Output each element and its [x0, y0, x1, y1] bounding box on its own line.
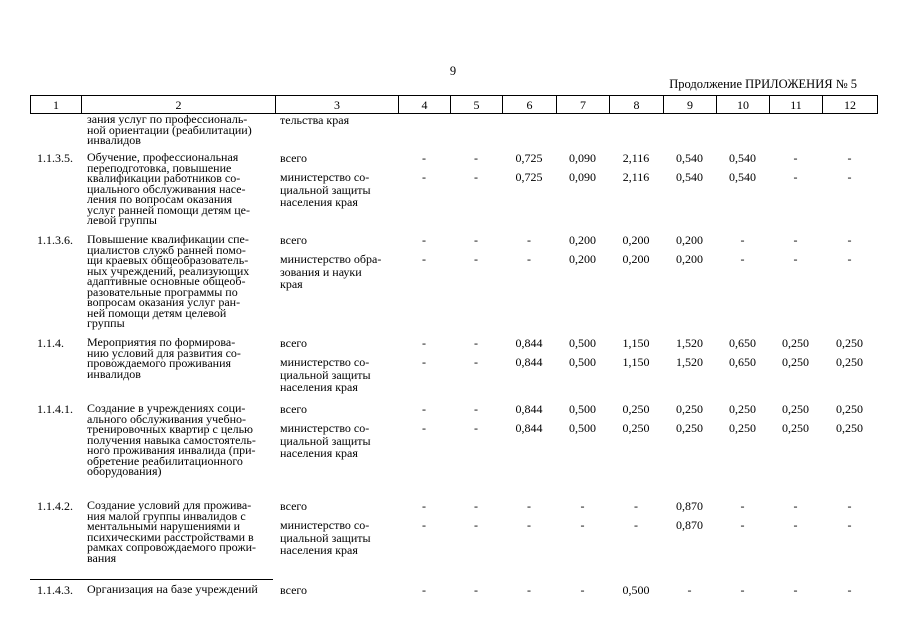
continuation-label: Продолжение ПРИЛОЖЕНИЯ № 5	[669, 77, 857, 91]
row-source: всего	[280, 336, 308, 350]
row-name: Повышение квалификации спе- циалистов служб ранней помо- щи краевых общеобразователь- ных учреждений, реализующих адаптивные основные общеоб- разовательные программы по вопросам оказания услуг ран- ней помощи детям целевой группы	[87, 232, 250, 330]
table-body	[30, 114, 877, 636]
cell-value: 0,250	[622, 421, 650, 435]
cell-value: -	[422, 336, 426, 350]
cell-value: 0,250	[782, 336, 809, 350]
page-number: 9	[449, 64, 457, 78]
col-header-4: 4	[399, 96, 451, 114]
row-source: министерство со- циальной защиты населения края	[280, 355, 371, 394]
cell-value: -	[422, 421, 426, 435]
cell-value: 0,200	[676, 233, 703, 247]
cell-value: -	[580, 499, 585, 513]
cell-value: 0,540	[676, 151, 703, 165]
row-source: министерство обра- зования и науки края	[280, 252, 382, 291]
cell-value: 0,250	[729, 421, 756, 435]
col-header-9: 9	[664, 96, 717, 114]
row-name: Создание условий для прожива- ния малой группы инвалидов с ментальными нарушениями и психическими расстройствами в рамках сопровождаемого прожи- вания	[87, 498, 257, 565]
cell-value: -	[422, 170, 426, 184]
cell-value: -	[847, 151, 852, 165]
cell-value: 0,250	[676, 421, 703, 435]
col-header-7: 7	[557, 96, 610, 114]
cell-value: -	[527, 233, 531, 247]
cell-value: 0,540	[676, 170, 703, 184]
cell-value: -	[740, 233, 745, 247]
cell-value: -	[634, 518, 638, 532]
cell-value: -	[740, 499, 745, 513]
row-name: Мероприятия по формирова- нию условий для развития со- провождаемого проживания инвалидов	[87, 335, 241, 381]
cell-value: 0,844	[515, 402, 543, 416]
cell-value: -	[422, 233, 426, 247]
cell-value: 0,870	[676, 518, 703, 532]
cell-value: -	[474, 499, 478, 513]
cell-value: 0,650	[729, 336, 756, 350]
row-source: министерство со- циальной защиты населения края	[280, 421, 371, 460]
cell-value: -	[687, 583, 692, 597]
row-source: всего	[280, 583, 308, 597]
cell-value: 0,540	[729, 170, 756, 184]
cell-value: -	[474, 402, 478, 416]
cell-value: -	[527, 518, 531, 532]
cell-value: -	[422, 151, 426, 165]
cell-value: 1,520	[676, 355, 703, 369]
row-code: 1.1.3.6.	[37, 233, 73, 247]
cell-value: -	[527, 499, 531, 513]
cell-value: 0,250	[782, 355, 809, 369]
cell-value: 0,250	[729, 402, 756, 416]
row-code: 1.1.4.3.	[37, 583, 73, 597]
cell-value: -	[474, 355, 478, 369]
cell-value: -	[740, 583, 745, 597]
cell-value: -	[793, 170, 798, 184]
cell-value: -	[422, 355, 426, 369]
cell-value: -	[580, 583, 585, 597]
cell-value: -	[847, 252, 852, 266]
cell-value: -	[474, 151, 478, 165]
row-name: Обучение, профессиональная переподготовка, повышение квалификации работников со- циального обслуживания насе- ления по вопросам оказания услуг ранней помощи детям це- левой группы	[87, 150, 250, 227]
cell-value: -	[847, 499, 852, 513]
col-header-11: 11	[770, 96, 823, 114]
cell-value: -	[847, 233, 852, 247]
row-code: 1.1.4.1.	[37, 402, 73, 416]
col-header-8: 8	[610, 96, 664, 114]
cell-value: 0,650	[729, 355, 756, 369]
cell-value: -	[474, 421, 478, 435]
cell-value: 0,200	[569, 252, 596, 266]
col-header-3: 3	[276, 96, 399, 114]
cell-value: 0,725	[515, 151, 543, 165]
cell-value: 0,500	[569, 355, 596, 369]
cell-value: 0,200	[622, 233, 650, 247]
row-source: министерство со- циальной защиты населения края	[280, 518, 371, 557]
cell-value: 0,090	[569, 170, 596, 184]
row-code: 1.1.3.5.	[37, 151, 73, 165]
cell-value: 0,500	[569, 421, 596, 435]
row-divider	[30, 579, 273, 580]
cell-value: -	[422, 252, 426, 266]
cell-value: -	[422, 402, 426, 416]
cell-value: -	[474, 583, 478, 597]
cell-value: 0,250	[836, 402, 863, 416]
cell-value: 0,090	[569, 151, 596, 165]
cell-value: 1,520	[676, 336, 703, 350]
cell-value: -	[847, 583, 852, 597]
cell-value: 0,250	[782, 421, 809, 435]
cell-value: 0,200	[569, 233, 596, 247]
cell-value: 0,200	[622, 252, 650, 266]
cell-value: -	[793, 252, 798, 266]
cell-value: -	[793, 151, 798, 165]
cell-value: -	[474, 170, 478, 184]
cell-value: 0,844	[515, 336, 543, 350]
cell-value: 0,250	[622, 402, 650, 416]
cell-value: -	[793, 233, 798, 247]
row-source: всего	[280, 233, 308, 247]
col-header-5: 5	[451, 96, 503, 114]
cell-value: -	[422, 518, 426, 532]
cell-value: -	[474, 336, 478, 350]
cell-value: -	[847, 518, 852, 532]
cell-value: 0,250	[836, 355, 863, 369]
cell-value: -	[527, 252, 531, 266]
cell-value: 0,540	[729, 151, 756, 165]
cell-value: -	[422, 499, 426, 513]
cell-value: -	[474, 233, 478, 247]
cell-value: 0,250	[676, 402, 703, 416]
row-source: министерство со- циальной защиты населения края	[280, 170, 371, 209]
cell-value: -	[793, 499, 798, 513]
cell-value: -	[527, 583, 531, 597]
cell-value: -	[740, 518, 745, 532]
cell-value: 0,500	[622, 583, 650, 597]
cell-value: 1,150	[622, 355, 650, 369]
cell-value: 2,116	[622, 170, 650, 184]
row-source: тельства края	[280, 113, 350, 127]
col-header-10: 10	[717, 96, 770, 114]
cell-value: 1,150	[622, 336, 650, 350]
row-name: зания услуг по профессиональ- ной ориентации (реабилитации) инвалидов	[87, 112, 252, 147]
cell-value: 0,250	[782, 402, 809, 416]
cell-value: -	[474, 252, 478, 266]
cell-value: 0,870	[676, 499, 703, 513]
cell-value: 0,844	[515, 421, 543, 435]
row-name: Организация на базе учреждений	[87, 582, 258, 596]
col-header-1: 1	[31, 96, 82, 114]
cell-value: 0,500	[569, 402, 596, 416]
cell-value: -	[793, 583, 798, 597]
cell-value: -	[422, 583, 426, 597]
row-name: Создание в учреждениях соци- ального обслуживания учебно- тренировочных квартир с целью получения навыка самостоятель- ного проживания инвалида (при- обретение реабилитационного оборудования)	[87, 401, 256, 478]
cell-value: -	[634, 499, 638, 513]
col-header-6: 6	[503, 96, 557, 114]
cell-value: -	[580, 518, 585, 532]
col-header-12: 12	[823, 96, 878, 114]
cell-value: -	[474, 518, 478, 532]
cell-value: 0,250	[836, 421, 863, 435]
row-code: 1.1.4.2.	[37, 499, 73, 513]
cell-value: 0,844	[515, 355, 543, 369]
cell-value: 0,500	[569, 336, 596, 350]
cell-value: 0,200	[676, 252, 703, 266]
row-source: всего	[280, 402, 308, 416]
cell-value: -	[847, 170, 852, 184]
cell-value: 2,116	[622, 151, 650, 165]
cell-value: 0,250	[836, 336, 863, 350]
cell-value: 0,725	[515, 170, 543, 184]
cell-value: -	[740, 252, 745, 266]
col-header-2: 2	[82, 96, 276, 114]
cell-value: -	[793, 518, 798, 532]
row-source: всего	[280, 499, 308, 513]
row-code: 1.1.4.	[37, 336, 64, 350]
row-source: всего	[280, 151, 308, 165]
